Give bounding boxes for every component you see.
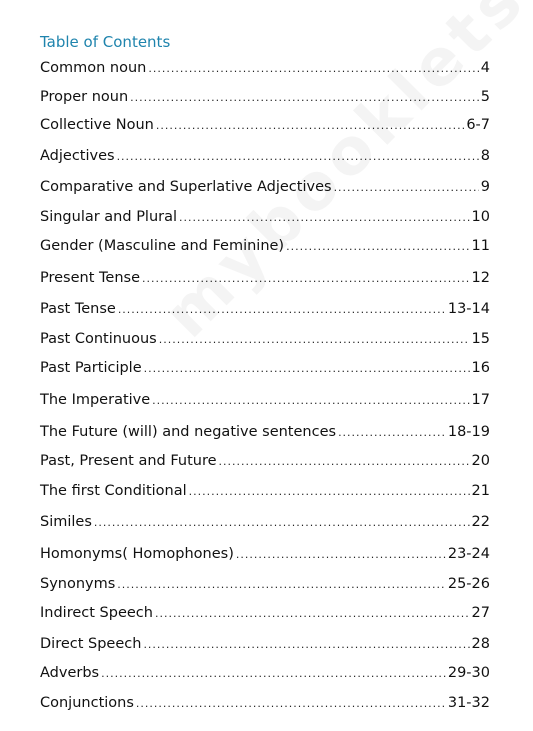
toc-entry-synonyms[interactable] <box>40 574 490 594</box>
toc-entry-proper-noun[interactable] <box>40 87 490 107</box>
toc-entry-past-continuous[interactable] <box>40 329 490 349</box>
toc-entry-page: 12 <box>471 270 490 286</box>
toc-entry-title: Adjectives <box>40 148 115 164</box>
toc-entry-similes[interactable] <box>40 512 490 532</box>
toc-entry-title: Present Tense <box>40 270 140 286</box>
toc-entry-title: The Future (will) and negative sentences <box>40 424 337 440</box>
toc-entry-conjunctions[interactable] <box>40 693 490 713</box>
toc-entry-title: Adverbs <box>40 665 100 681</box>
toc-entry-page: 17 <box>471 392 490 408</box>
toc-entry-title: Conjunctions <box>40 695 134 711</box>
toc-entry-title: Past Continuous <box>40 331 157 347</box>
toc-entry-title: Synonyms <box>40 576 116 592</box>
toc-entry-indirect-speech[interactable] <box>40 603 490 623</box>
toc-entry-page: 16 <box>471 360 490 376</box>
toc-entry-imperative[interactable] <box>40 390 490 410</box>
toc-entry-future-will[interactable] <box>40 422 490 442</box>
toc-entry-page: 10 <box>471 209 490 225</box>
toc-entry-title: Past Tense <box>40 301 116 317</box>
toc-entry-homonyms[interactable] <box>40 544 490 564</box>
toc-entry-page: 15 <box>471 331 490 347</box>
toc-entry-page: 11 <box>471 238 490 254</box>
dot-leader <box>338 423 446 443</box>
toc-entry-title: Proper noun <box>40 89 129 105</box>
toc-entry-title: Past, Present and Future <box>40 453 217 469</box>
dot-leader <box>148 59 478 79</box>
toc-entry-page: 25-26 <box>447 576 490 592</box>
toc-entry-past-present-future[interactable] <box>40 451 490 471</box>
toc-entry-page: 4 <box>480 60 490 76</box>
toc-entry-comparative-superlative[interactable] <box>40 177 490 197</box>
dot-leader <box>117 147 479 167</box>
toc-entry-page: 20 <box>471 453 490 469</box>
toc-title: Table of Contents <box>40 33 171 51</box>
toc-entry-title: Past Participle <box>40 360 142 376</box>
toc-entry-page: 5 <box>480 89 490 105</box>
dot-leader <box>189 482 470 502</box>
toc-entry-common-noun[interactable] <box>40 58 490 78</box>
dot-leader <box>179 208 470 228</box>
toc-entry-past-participle[interactable] <box>40 358 490 378</box>
toc-entry-page: 21 <box>471 483 490 499</box>
toc-entry-page: 8 <box>480 148 490 164</box>
toc-entry-page: 31-32 <box>447 695 490 711</box>
toc-entry-adjectives[interactable] <box>40 146 490 166</box>
toc-entry-gender[interactable] <box>40 236 490 256</box>
toc-entry-title: Singular and Plural <box>40 209 178 225</box>
toc-entry-title: Gender (Masculine and Feminine) <box>40 238 285 254</box>
dot-leader <box>118 300 446 320</box>
toc-entry-title: Collective Noun <box>40 117 154 133</box>
toc-entry-page: 29-30 <box>447 665 490 681</box>
dot-leader <box>142 269 470 289</box>
dot-leader <box>136 694 446 714</box>
toc-entry-title: Direct Speech <box>40 636 142 652</box>
dot-leader <box>152 391 469 411</box>
toc-entry-collective-noun[interactable] <box>40 115 490 135</box>
toc-entry-title: The Imperative <box>40 392 151 408</box>
toc-entry-past-tense[interactable] <box>40 299 490 319</box>
toc-entry-page: 18-19 <box>447 424 490 440</box>
toc-entry-page: 22 <box>471 514 490 530</box>
toc-entry-title: Homonyms( Homophones) <box>40 546 234 562</box>
dot-leader <box>130 88 479 108</box>
dot-leader <box>155 604 470 624</box>
dot-leader <box>159 330 470 350</box>
toc-entry-title: The first Conditional <box>40 483 187 499</box>
toc-entry-page: 28 <box>471 636 490 652</box>
toc-entry-direct-speech[interactable] <box>40 634 490 654</box>
dot-leader <box>156 116 464 136</box>
toc-entry-title: Indirect Speech <box>40 605 153 621</box>
dot-leader <box>117 575 446 595</box>
dot-leader <box>286 237 469 257</box>
dot-leader <box>143 635 469 655</box>
dot-leader <box>219 452 470 472</box>
dot-leader <box>144 359 470 379</box>
toc-entry-page: 9 <box>480 179 490 195</box>
toc-entry-page: 6-7 <box>466 117 490 133</box>
toc-entry-page: 13-14 <box>447 301 490 317</box>
toc-entry-singular-plural[interactable] <box>40 207 490 227</box>
toc-entry-page: 23-24 <box>447 546 490 562</box>
dot-leader <box>101 664 446 684</box>
toc-entry-present-tense[interactable] <box>40 268 490 288</box>
dot-leader <box>334 178 479 198</box>
toc-entry-title: Comparative and Superlative Adjectives <box>40 179 332 195</box>
toc-entry-first-conditional[interactable] <box>40 481 490 501</box>
toc-entry-title: Common noun <box>40 60 147 76</box>
toc-entry-page: 27 <box>471 605 490 621</box>
toc-entry-adverbs[interactable] <box>40 663 490 683</box>
toc-entry-title: Similes <box>40 514 92 530</box>
dot-leader <box>236 545 446 565</box>
dot-leader <box>94 513 470 533</box>
